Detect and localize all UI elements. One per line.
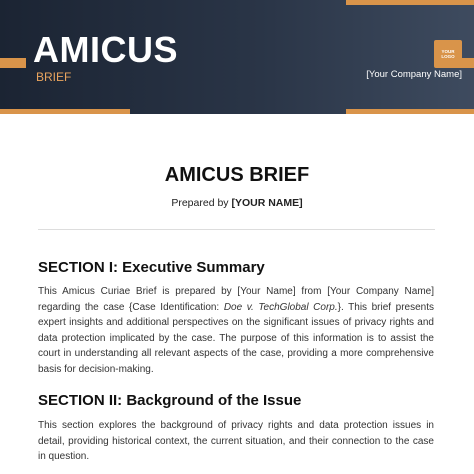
company-name: [Your Company Name] [366, 69, 462, 80]
prepared-by [0, 196, 474, 210]
section-paragraph: This section explores the background of privacy rights and data protection issues in detail, providing historical context, the current situation, and their connection to the case in question. [38, 420, 434, 462]
prepared-by-label: Prepared by [171, 197, 229, 209]
accent-bar [0, 109, 130, 114]
divider [38, 229, 435, 230]
header-subtitle: BRIEF [36, 70, 72, 84]
company-logo [434, 40, 462, 68]
document-header [0, 0, 474, 114]
accent-bar [0, 58, 26, 68]
case-name: Doe v. TechGlobal Corp. [223, 301, 338, 313]
section-paragraph [38, 284, 434, 377]
logo-text: YOUR [441, 49, 455, 54]
paragraph-text: }. This brief presents expert insights and additional perspectives on the significant issues of privacy rights and data protection implicated by the case. The purpose of this information is to assist the court in understanding all relevant aspects of the case, providing a more comprehensive basis for decision-making. [38, 301, 435, 375]
header-title: AMICUS [33, 29, 178, 70]
logo-text: LOGO [441, 54, 455, 59]
section-heading: SECTION I: Executive Summary [38, 259, 265, 276]
accent-bar [346, 109, 474, 114]
prepared-by-name: [YOUR NAME] [231, 197, 303, 209]
section-heading: SECTION II: Background of the Issue [38, 392, 302, 409]
accent-bar [346, 0, 474, 5]
paragraph-text: This Amicus Curiae Brief is prepared by [Your Name] from [Your Company Name] regarding the case {Case Identification: [38, 286, 434, 313]
document-title: AMICUS BRIEF [164, 164, 310, 186]
